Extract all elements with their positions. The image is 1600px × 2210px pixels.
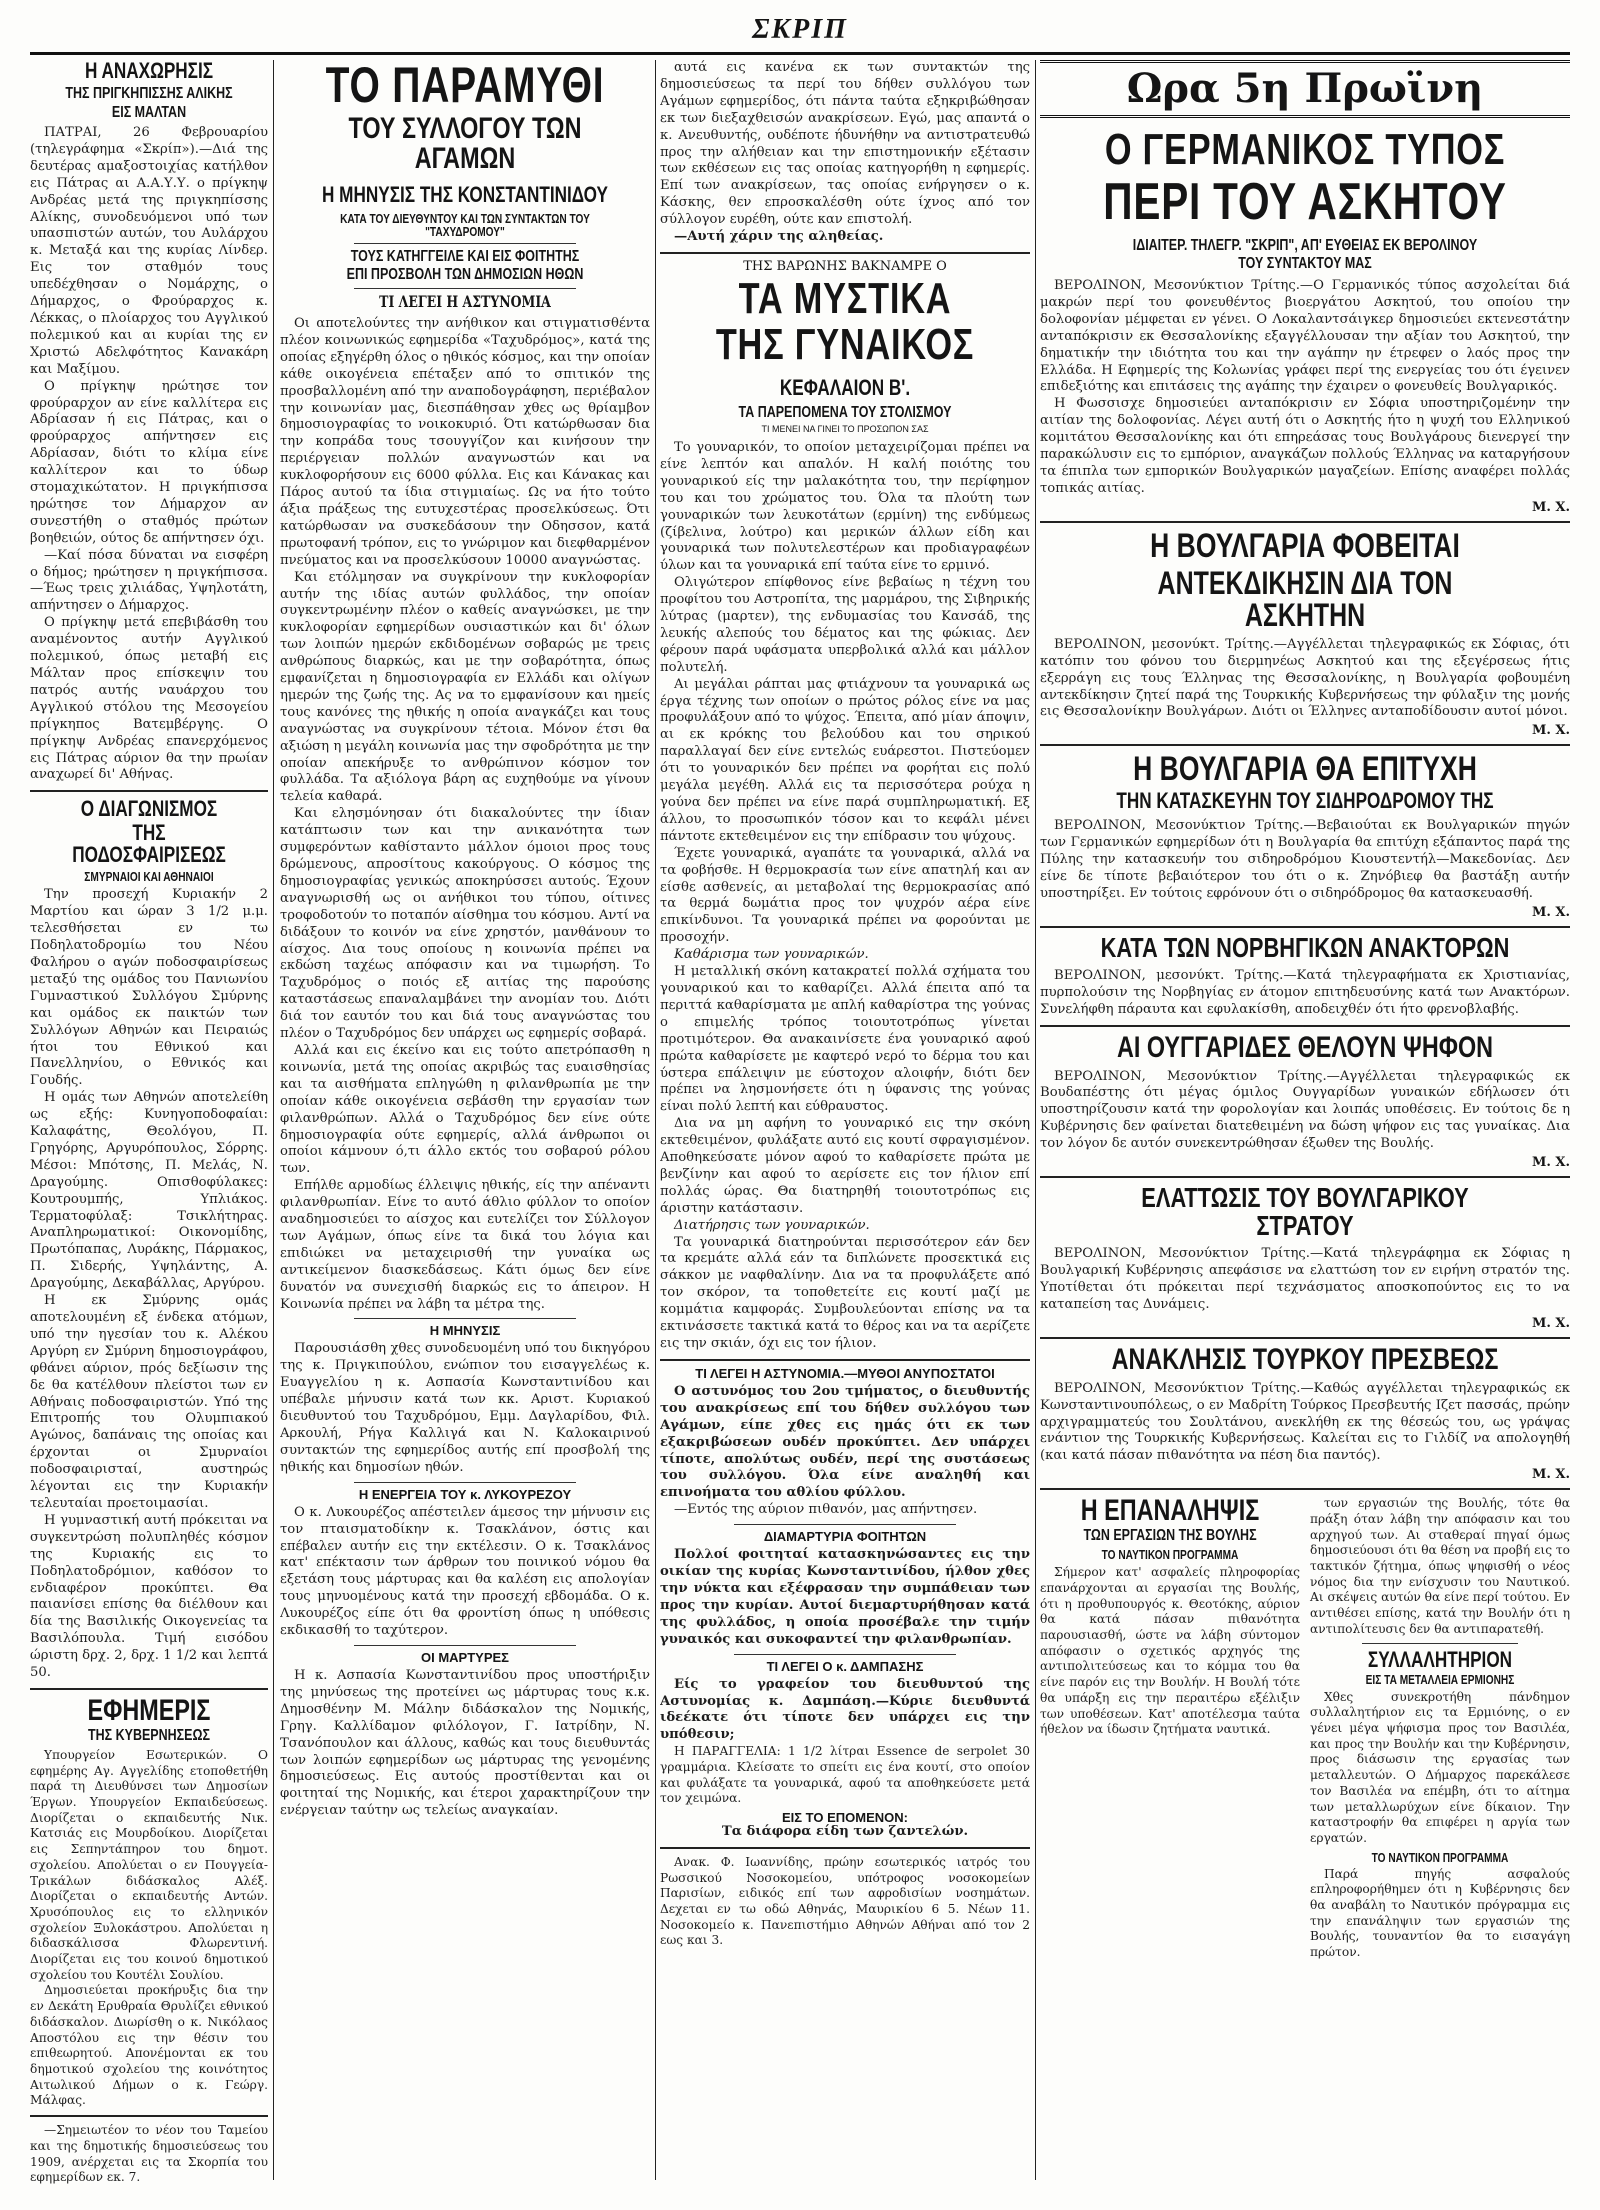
article-paragraph: —Καί πόσα δύναται να εισφέρη ο δήμος; ηρώτησεν η πριγκήπισσα. —Έως τρεις χιλιάδας, Υψηλοτάτη, απήντησεν ο Δήμαρχος.	[30, 547, 268, 614]
section-heading: Η ΜΗΝΥΣΙΣ	[429, 1323, 501, 1339]
section-heading: ΤΙ ΛΕΓΕΙ Η ΑΣΤΥΝΟΜΙΑ	[379, 292, 551, 311]
signature: Μ. Χ.	[1531, 1315, 1570, 1331]
article-paragraph: Η γυμναστική αυτή πρόκειται να συγκεντρώση πολυπληθές κόσμον της Κυριακής εις το Ποδηλατοδρόμιον, καθόσον το ενδιαφέρον προκύπτει. Θα παιανίσει επίσης θα διέλθουν και δία της Βασιλικής Οικογενείας τα Βασιλόπουλα. Τιμή εισόδου ώριστη δρχ. 2, δρχ. 1 1/2 και λεπτά 50.	[30, 1512, 268, 1681]
subheadline: ΤΙ ΜΕΝΕΙ ΝΑ ΓΙΝΕΙ ΤΟ ΠΡΟΣΩΠΟΝ ΣΑΣ	[761, 423, 929, 434]
divider	[1040, 1025, 1570, 1027]
subheadline: ΚΑΤΑ ΤΟΥ ΔΙΕΥΘΥΝΤΟΥ ΚΑΙ ΤΩΝ ΣΥΝΤΑΚΤΩΝ ΤΟΥ "ΤΑΧΥΔΡΟΜΟΥ"	[340, 211, 590, 239]
headline: ΤΑ ΜΥΣΤΙΚΑ	[738, 273, 952, 323]
article-paragraph: Ο αστυνόμος του 2ου τμήματος, ο διευθυντής του ανακρίσεως επί του δήθεν συλλόγου των Αγάμων, είπε χθες εις ημάς ότι εκ των εξακριβώσεων ουδέν προκύπτει. Δεν υπάρχει τίποτε, απολύτως ουδέν, περί της συστάσεως του συλλόγου. Όλα είνε αναληθή και επινοήματα του αθλίου φύλλου.	[660, 1383, 1030, 1501]
article-paragraph: των εργασιών της Βουλής, τότε θα πράξη όταν λάβη την απόφασιν και του αρχηγού των. Αι σταθεραί πηγαί όμως δημοσιεύουσι ότι θα θέση να προβή εις το τακτικόν ζήτημα, όπως ψηφισθή ο νέος νόμος δια την ενίσχυσιν του Ναυτικού. Αι σκέψεις αυτών θα είνε περί τούτου. Εν αντιθέσει επίσης, κατά την Βουλήν ότι η αντιπολίτευσις δεν θα αντιπαρατεθή.	[1310, 1496, 1570, 1636]
divider	[1040, 521, 1570, 523]
divider	[30, 2115, 268, 2117]
signature: Μ. Χ.	[1531, 499, 1570, 515]
subheadline: ΕΙΣ ΜΑΛΤΑΝ	[111, 104, 187, 121]
subheadline: ΤΩΝ ΕΡΓΑΣΙΩΝ ΤΗΣ ΒΟΥΛΗΣ	[1083, 1527, 1257, 1545]
article-paragraph: —Σημειωτέον το νέον του Ταμείου και της δημοτικής δημοσιεύσεως του 1909, ανέρχεται εις τα Σκορπία του εφημερίδων εκ. 7.	[30, 2123, 268, 2185]
subheadline: ΤΟ ΝΑΥΤΙΚΟΝ ΠΡΟΓΡΑΜΜΑ	[1371, 1849, 1509, 1865]
article-paragraph: Η μεταλλική σκόνη κατακρατεί πολλά σχήματα του γουναρικού και το καθαρίζει. Αλλά έπειτα από τα περιττά καθαρίσματα με απλή καθαρίστρα της γούνας ο επιμελής τρόπος τοιουτοτρόπως γίνεται προτιμότερον. Θα ανακαινίσετε ένα γουναρικό αφού πρώτα καθαρίσετε με καφτερό νερό το δέρμα του και ύστερα επάλειψιν με εύστοχον αλοιφήν, διότι δεν πρέπει να λησμονήσετε ότι η ύφανσις της γούνας είναι πολύ λεπτή και εύθραυστος.	[660, 964, 1030, 1115]
column-rule	[655, 60, 656, 2180]
subheadline: ΕΙΣ ΤΑ ΜΕΤΑΛΛΕΙΑ ΕΡΜΙΟΝΗΣ	[1365, 1671, 1515, 1687]
article-paragraph: Σήμερον κατ' ασφαλείς πληροφορίας επανάρχονται αι εργασίαι της Βουλής, ότι η προθυπουργός κ. Θεοτόκης, αύριον θα κατά πάσαν πιθανότητα παρουσιασθή, ώστε να λάβη σύντομον απόφασιν ο σχετικός αρχηγός της αντιπολιτεύσεως και το κόμμα του θα είνε παρόν εις την Βουλήν. Η Βουλή τότε θα υπάρξη εις την περαιτέρω εξέλιξιν των υποθέσεων. Κατ' αποτέλεσμα ταύτα ήθελον να ίδωσιν ζητήματα ναυτικά.	[1040, 1565, 1300, 1737]
subheadline: ΤΟΥΣ ΚΑΤΗΓΓΕΙΛΕ ΚΑΙ ΕΙΣ ΦΟΙΤΗΤΗΣ	[350, 248, 580, 265]
section-heading: ΤΙ ΛΕΓΕΙ Ο κ. ΔΑΜΠΑΣΗΣ	[766, 1658, 924, 1674]
article-paragraph: ΒΕΡΟΛΙΝΟΝ, Μεσονύκτιον Τρίτης.—Αγγέλλεται τηλεγραφικώς εκ Βουδαπέστης ότι μέγας όμιλος Ουγγαρίδων γυναικών εδήλωσεν ότι υποστηρίζουσιν κατά την φορολογίαν και λοιπάς υποθέσεις. Εν τούτοις δε η Κυβέρνησις δεν φαίνεται διατεθειμένη να δώση ψήφον εις τας γυναίκας. Δια τον λόγον δε αυτόν συνεκεντρώθησαν έξωθεν της Βουλής.	[1040, 1068, 1570, 1152]
subheadline: ΚΕΦΑΛΑΙΟΝ Β'.	[779, 374, 911, 400]
headline: ΕΦΗΜΕΡΙΣ	[87, 1693, 211, 1727]
article-paragraph: Η ΠΑΡΑΓΓΕΛΙΑ: 1 1/2 λίτραι Essence de serpolet 30 γραμμάρια. Κλείσατε το σπείτι εις ένα κουτί, στο οποίον και φυλάξατε τα γουναρικά, αφού τα αποθηκεύσετε μετά τον χειμώνα.	[660, 1744, 1030, 1806]
advertisement: Ανακ. Φ. Ιωαννίδης, πρώην εσωτερικός ιατρός του Ρωσσικού Νοσοκομείου, υπότροφος νοσοκομείων Παρισίων, ειδικός επί των αφροδισίων νοσημάτων. Δεχεται εν τω οδώ Αθηνάς, Μαυρικίου 6 5. Νέων 11. Νοσοκομείο κ. Πανεπιστήμιο Αθηνών Αθήναι από τον 2 εως και 3.	[660, 1854, 1030, 1948]
article-paragraph: Έχετε γουναρικά, αγαπάτε τα γουναρικά, αλλά να τα φοβήσθε. Η θερμοκρασία των είνε απατηλή και αν είσθε ασθενείς, αι μεταβολαί της θερμοκρασίας από τα θερμά δωμάτια προς τον ψυχρόν αέρα είνε επικίνδυνοι. Τα γουναρικά πρέπει να φορούνται με προσοχήν.	[660, 845, 1030, 946]
section-heading: ΟΙ ΜΑΡΤΥΡΕΣ	[421, 1649, 509, 1665]
headline: ΤΗΣ ΓΥΝΑΙΚΟΣ	[715, 319, 975, 369]
article-paragraph: Και ετόλμησαν να συγκρίνουν την κυκλοφορίαν αυτήν της ιδίας αυτών φυλλάδος, την οποίαν συγκεντρωμένην πλέον ο καθείς αναγνώσκει, με την κυκλοφορίαν εφημερίδων ουσιαστικών και δι' όλων των λοιπών ημερών εκδιδομένων σοβαρώς με τρεις ανθρώπους διαρκώς, και με την σοβαρότητα, όπως εμφανίζεται η δημοσιογραφία εν Ελλάδι και ολίγων ημερών της ζωής της. Ας να το εμφανίσουν και ημείς τους κανόνες της ηθικής η οποία αναγκάζει και τους αναγνώστας να συγκρίνουν τέτοια. Μόνον έτσι θα αξιώση η μεγάλη κοινωνία μας την σφοδρότητα με την οποίαν απεκήρυξε το ανθρώπινον κόσμον τον φυλλάδα. Τα αξιόλογα βάρη ας ευχηθούμε να γίνουν τελεία καθαρά.	[280, 569, 650, 805]
section-heading: ΤΙ ΛΕΓΕΙ Η ΑΣΤΥΝΟΜΙΑ.—ΜΥΘΟΙ ΑΝΥΠΟΣΤΑΤΟΙ	[695, 1365, 995, 1381]
subheadline: ΤΗΣ ΚΥΒΕΡΝΗΣΕΩΣ	[88, 1726, 210, 1744]
subheadline: Η ΜΗΝΥΣΙΣ ΤΗΣ ΚΟΝΣΤΑΝΤΙΝΙΔΟΥ	[322, 182, 608, 207]
column-rule	[1035, 60, 1036, 2180]
headline: Η ΕΠΑΝΑΛΗΨΙΣ	[1080, 1494, 1260, 1528]
article-paragraph: ΒΕΡΟΛΙΝΟΝ, Μεσονύκτιον Τρίτης.—Καθώς αγγέλλεται τηλεγραφικώς εκ Κωνσταντινουπόλεως, ο εν Μαδρίτη Τούρκος Πρεσβευτής Ιζετ πασσάς, πρώην αρχιγραμματεύς του Σουλτάνου, ανεκλήθη εκ της θέσεώς του, ως γράψας ενάντιον της Τουρκικής Κυβερνήσεως. Καλείται εις το Γιλδίζ να απολογηθή (και κατά πάσαν πιθανότητα να πέση δια παντός).	[1040, 1380, 1570, 1464]
divider	[660, 252, 1030, 254]
article-paragraph: Πολλοί φοιτηταί κατασκηνώσαντες εις την οικίαν της κυρίας Κωνσταντινίδου, ήλθον χθες την νύκτα και εξέφρασαν την συμπάθειαν των προς την κυρίαν. Αυτοί διεμαρτυρήθησαν κατά της φυλλάδος, η οποία προσέβαλε την τιμήν γυναικός και συκοφαντεί την φιλανθρωπίαν.	[660, 1547, 1030, 1647]
headline: Η ΒΟΥΛΓΑΡΙΑ ΘΑ ΕΠΙΤΥΧΗ	[1133, 750, 1477, 789]
section-heading: Η ΕΝΕΡΓΕΙΑ ΤΟΥ κ. ΛΥΚΟΥΡΕΖΟΥ	[358, 1486, 572, 1502]
subheadline: ΕΠΙ ΠΡΟΣΒΟΛΗ ΤΩΝ ΔΗΜΟΣΙΩΝ ΗΘΩΝ	[346, 266, 584, 283]
article-paragraph: Παρουσιάσθη χθες συνοδευομένη υπό του δικηγόρου της κ. Πριγκιπούλου, ενώπιον του εισαγγελέως κ. Ευαγγελίου η κ. Ασπασία Κωνσταντινίδου και υπέβαλε μήνυσιν κατά των κκ. Αριστ. Κυριακού διευθυντού του Ταχυδρόμου, Εμμ. Δαγλαρίδου, Φιλ. Αρκουλή, Ρήγα Καλλιγά και Ν. Καλοκαιρινού συντακτών της εφημερίδος αυτής επί προσβολή της ηθικής και δημοσίων ηθών.	[280, 1341, 650, 1475]
column-2	[280, 60, 650, 2190]
article-paragraph: —Εντός της αύριον πιθανόν, μας απήντησεν.	[674, 1502, 978, 1518]
subcolumn-right	[1310, 1496, 1570, 1961]
section-heading: ΔΙΑΜΑΡΤΥΡΙΑ ΦΟΙΤΗΤΩΝ	[763, 1529, 927, 1545]
article-paragraph: Το γουναρικόν, το οποίον μεταχειρίζομαι πρέπει να είνε λεπτόν και απαλόν. Η καλή ποιότης του γουναρικού είς την μαλακότητα του, την περίφημον του και του χρώματος του. Όλα τα πλούτη των γουναρικών των λευκοτάτων (ερμίνη) της ενδύμεως (ζίβελινα, λούτρο) και μερικών άλλων είδη και γουναρικά των πολυτελεστέρων και προδιαγραφέων ύλων και τα γουναρικά επί ταύτα είνε το ερμινό.	[660, 439, 1030, 574]
subheadline: ΣΜΥΡΝΑΙΟΙ ΚΑΙ ΑΘΗΝΑΙΟΙ	[84, 869, 214, 885]
headline: ΤΟΥ ΣΥΛΛΟΓΟΥ ΤΩΝ ΑΓΑΜΩΝ	[348, 112, 582, 175]
signature: Μ. Χ.	[1531, 1467, 1570, 1483]
article-paragraph: ΒΕΡΟΛΙΝΟΝ, Μεσονύκτιον Τρίτης.—Βεβαιούται εκ Βουλγαρικών πηγών των Γερμανικών εφημερίδων ότι η Βουλγαρία θα επιτύχη εξάπαντος παρά της Πύλης την κατασκευήν του σιδηροδρόμου Κιουστεντήλ—Μακεδονίας. Δεν είνε δε τίποτε βεβαιότερον του ότι ο κ. Ζηνόβιεφ θα βαστάξη αυτήν υποστηρίξει. Εν τούτοις εφρόνουν ότι ο σιδηρόδρομος θα κατασκευασθή.	[1040, 818, 1570, 901]
subheadline: ΤΟ ΝΑΥΤΙΚΟΝ ΠΡΟΓΡΑΜΜΑ	[1101, 1547, 1239, 1563]
subheadline: ΙΔΙΑΙΤΕΡ. ΤΗΛΕΓΡ. "ΣΚΡΙΠ", ΑΠ' ΕΥΘΕΙΑΣ ΕΚ ΒΕΡΟΛΙΝΟΥ	[1132, 237, 1478, 254]
article-paragraph: Χθες συνεκροτήθη πάνδημον συλλαλητήριον εις τα Ερμιόνης, ο εν γένει μέγα ψήφισμα προς τον Βασιλέα, και προς την Βουλήν και την Κυβέρνησιν, προς διάσωσιν της εργασίας των μεταλλευτών. Ο Δήμαρχος παρεκάλεσε τον Βασιλέα να επέμβη, ότι το αίτημα των μεταλλωρύχων είνε δίκαιον. Την καταστροφήν θα επιφέρει η αργία των εργατών.	[1310, 1689, 1570, 1845]
signature: Μ. Χ.	[1531, 1155, 1570, 1171]
column-rule	[273, 60, 274, 2180]
article-paragraph: Η κ. Ασπασία Κωνσταντινίδου προς υποστήριξιν της μηνύσεως της προτείνει ως μάρτυρας τους κ.κ. Δημοσθένην Μ. Μάλην διδάσκαλον της Νομικής, Γρηγ. Καλλίδαμον φιλόλογον, Γ. Ιατρίδην, Ν. Τσανόπουλον και άλλους, καθώς και τους διευθυντάς των λοιπών εφημερίδων ως μάρτυρας της γενομένης δημοσιεύσεως. Εις αυτούς προστίθενται και οι φοιτηταί της Νομικής, και έτεροι χαρακτηρίζουν την ενέργειαν ταύτην ως τελείως αναγκαίαν.	[280, 1667, 650, 1819]
column-3	[660, 60, 1030, 2190]
headline: ΤΗΣ ΠΟΔΟΣΦΑΙΡΙΣΕΩΣ	[72, 820, 226, 868]
divider	[354, 288, 576, 289]
divider	[1040, 1176, 1570, 1178]
two-column-section	[1040, 1496, 1570, 1961]
article-paragraph: Αι μεγάλαι ράπται μας φτιάχνουν τα γουναρικά ως έργα τέχνης των οποίων ο πρώτος ρόλος είνε να μας προφυλάξουν από το ψύχος. Έπειτα, από μίαν άποψιν, αι εκ κρόκης του βελούδου και του σηρικού παραλλαγαί δεν είνε εντελώς ευάρεστοι. Πιστεύομεν ότι το γουναρικόν δεν πρέπει να φορήται εις πολύ μεγάλα μεγέθη. Αλλά εις τα περισσότερα ρούχα η γούνα δεν πρέπει να είνε παρά συμπληρωματική. Εξ άλλου, το προσωπικόν τόσον και το κεφάλι μένει πάντοτε εκτεθειμένον εις την επίδρασιν του ψύχους.	[660, 676, 1030, 844]
divider	[660, 1359, 1030, 1361]
divider	[734, 1524, 956, 1525]
headline: Η ΒΟΥΛΓΑΡΙΑ ΦΟΒΕΙΤΑΙ	[1150, 526, 1460, 565]
article-paragraph: Αλλά και εις έκείνο και εις τούτο απετρόπασθη η κοινωνία, μετά της οποίας ακριβώς τας ευαισθησίας και τα αισθήματα επληγώθη η φιλανθρωπία με την οποίαν κάθε οικογένεια σεβάσθη την εργασίαν των φιλανθρώπων. Αλλά ο Ταχυδρόμος δεν είνε ούτε δημοσιογραφία ούτε εφημερίς, αλλά άνθρωποι οι οποίοι κάμνουν ό,τι άλλο εκτός του σοβαρού ρόλου των.	[280, 1042, 650, 1177]
article-paragraph: Οι αποτελούντες την ανήθικον και στιγματισθέντα πλέον κοινωνικώς εφημερίδα «Ταχυδρόμος», κατά της οποίας εξηγέρθη όλος ο ηθικός κόσμος, και την οποίαν κάθε οικογένεια επέταξεν από το σπιτικόν της προσβαλλομένη από την αναποδογράφηση, περιέβαλον την κοινωνίαν μας, διεσπάθησαν χθες ως θρίαμβον δημοσιογραφίας το νοικοκυριό. Ότι κατώρθωσαν δια την κοπράδα τους τσουγγίζον και κινήσουν την περιέργειαν πολλών αναγνωστών και να κυκλοφορήσουν εις 6000 φύλλα. Εις και Κάνακας και Πάρος αυτού τα ίδια στιγμιαίως. Ως να ήτο τούτο άξια πράξεως της ευτυχεστέρας προσελκύσεως. Ότι κατώρθωσαν να συσκεδάσουν την Οδησσον, κατά πρωτοφανή τρόπον, εις το γνώριμον και διεφθαρμένον πνεύματος και να προσελκύσουν 10000 αναγνώστας.	[280, 316, 650, 568]
divider	[660, 1847, 1030, 1849]
article-paragraph: Και ελησμόνησαν ότι διακαλούντες την ίδιαν κατάπτωσιν των και την ανικανότητα των συμφερόντων καθίσταντο μάλλον όμοιοι προς τους δρώμενους, απροσίτους κακούργους. Ο κόσμος της δημοσιογραφίας γενικώς αποκηρύσσει αυτούς. Έχουν αναγνωρισθή ως οι ανήθικοι του τύπου, οίτινες τροφοδοτούν το ποταπόν αίσθημα του κόσμου. Αντί να διδάξουν το κοινόν να είνε χρηστόν, μανθάνουν το αίσχος. Δια τους οποίους η κοινωνία πρέπει να εκδώση ταχέως απόφασιν και να τιμωρήση. Το Ταχυδρόμος ο ποιός εξ αιτίας της παρούσης καταστάσεως επαναλαμβάνει την ανομίαν του. Διότι διά τον εαυτόν του και διά τους αναγνώστας του πλέον ο Ταχυδρόμος δεν υπάρχει ως εφημερίς σοβαρά.	[280, 806, 650, 1042]
article-paragraph: Υπουργείον Εσωτερικών. Ο εφημέρης Αγ. Αγγελίδης ετοποθετήθη παρά τη Διευθύνσει των Δημοσίων Έργων. Υπουργείον Εκπαιδεύσεως. Διορίζεται ο εκπαιδευτής Νικ. Κατσιάς εις Μουρδοίκου. Διορίζεται εις Σεπηντάπηρον του δημοτ. σχολείου. Απολύεται ο εν Πουγγεία-Τρικάλων διδάσκαλος Αλέξ. Διορίζεται ο εκπαιδευτής Αντών. Χρυσόπουλος εις το ελληνικόν σχολείον Ξυλοκάστρου. Απολύεται η διδασκάλισσα Φλωρεντινή. Διορίζεται εις του κοινού δημοτικού σχολείου του Κουτέλι Σουλίου.	[30, 1747, 268, 1982]
divider	[354, 1645, 576, 1646]
headline: ΚΑΤΑ ΤΩΝ ΝΟΡΒΗΓΙΚΩΝ ΑΝΑΚΤΟΡΩΝ	[1100, 931, 1510, 963]
section-heading: Διατήρησις των γουναρικών.	[674, 1217, 870, 1233]
article-paragraph: Είς το γραφείον του διευθυντού της Αστυνομίας κ. Δαμπάση.—Κύριε διευθυντά ιδεέκατε ότι τίποτε δεν υπάρχει εις την υπόθεσιν;	[660, 1676, 1030, 1743]
signature: Μ. Χ.	[1531, 723, 1570, 739]
column-4	[1040, 60, 1570, 2190]
headline: ΕΛΑΤΤΩΣΙΣ ΤΟΥ ΒΟΥΛΓΑΡΙΚΟΥ ΣΤΡΑΤΟΥ	[1141, 1182, 1469, 1242]
divider	[30, 790, 268, 792]
article-paragraph: ΒΕΡΟΛΙΝΟΝ, μεσονύκτ. Τρίτης.—Κατά τηλεγραφήματα εκ Χριστιανίας, πυρπολούσιν της Νορβηγίας εν άτομον επιτηδευσύνης κατά των Ανακτόρων. Συνελήφθη πάραυτα και εφυλακίσθη, αποδειχθέν ότι ήτο φρενοβλαβής.	[1040, 967, 1570, 1017]
divider	[1040, 1337, 1570, 1339]
subcolumn-left	[1040, 1496, 1300, 1961]
subheadline: ΤΗΝ ΚΑΤΑΣΚΕΥΗΝ ΤΟΥ ΣΙΔΗΡΟΔΡΟΜΟΥ ΤΗΣ	[1116, 788, 1494, 814]
article-paragraph: Ο πρίγκηψ ηρώτησε τον φρούραρχον αν είνε καλλίτερα εις Αδρίασαν ή εις Πάτρας, και ο φρούραρχος απήντησεν εις Αδρίασαν, διότι το κλίμα είνε καλλίτερον και το ύδωρ στομαχικώτατον. Η πριγκήπισσα ηρώτησε τον Δήμαρχον αν συνεστήθη ο σταθμός πρώτων βοηθειών, ούτος δε απήντησεν όχι.	[30, 378, 268, 546]
headline: Ο ΓΕΡΜΑΝΙΚΟΣ ΤΥΠΟΣ	[1104, 125, 1506, 174]
headline: Ο ΔΙΑΓΩΝΙΣΜΟΣ	[80, 796, 218, 822]
divider	[1040, 926, 1570, 928]
article-paragraph: Η Φωσσισχε δημοσιεύει ανταπόκρισιν εν Σόφια υποστηριζομένην την αιτίαν της δολοφονίας. Λέγει αυτή ότι ο Ασκητής ήτο η ψυχή του Ελληνικού κομιτάτου Θεσσαλονίκης και ότι επηρεάσας τους Βουλγάρους διενεργεί την παρακώλυσιν εις το εμπόριον, αναγκάζων πολλούς Έλληνας να καταργήσουν τα έπιπλα των εμπορικών Βουλγαρικών μαγαζείων. Επίσης αναφέρει πολλάς τοπικάς αιτίας.	[1040, 396, 1570, 496]
column-1	[30, 60, 268, 2190]
article-paragraph: ΠΑΤΡΑΙ, 26 Φεβρουαρίου (τηλεγράφημα «Σκρίπ»).—Διά της δευτέρας αμαξοστοιχίας κατήλθον εις Πάτρας αι Α.Α.Υ.Υ. ο πρίγκηψ Ανδρέας μετά της πριγκηπίσσης Αλίκης, συνοδευόμενοι υπό των υπασπιστών αυτών, του Αυλάρχου κ. Μεταξά και της κυρίας Λίνδερ. Εις τον σταθμόν τους υπεδέχθησαν ο Νομάρχης, ο Δήμαρχος, ο Φρούραρχος κ. Λέκκας, ο πλοίαρχος του Αγγλικού πολεμικού και αι κυρίαι της εν Χριστώ Αδελφότητος Κανακάρη και Μαξίμου.	[30, 125, 268, 377]
article-paragraph: Παρά πηγής ασφαλούς επληροφορήθημεν ότι η Κυβέρνησις δεν θα αναβάλη το Ναυτικόν πρόγραμμα εις την επανάληψιν των εργασιών της Βουλής, τουναντίον θα το εισαγάγη πρώτον.	[1310, 1866, 1570, 1960]
divider	[30, 1688, 268, 1690]
headline: Η ΑΝΑΧΩΡΗΣΙΣ	[84, 60, 214, 83]
subheadline: ΤΑ ΠΑΡΕΠΟΜΕΝΑ ΤΟΥ ΣΤΟΛΙΣΜΟΥ	[738, 403, 952, 421]
headline: ΑΝΑΚΛΗΣΙΣ ΤΟΥΡΚΟΥ ΠΡΕΣΒΕΩΣ	[1111, 1342, 1499, 1376]
article-paragraph: Δημοσιεύεται προκήρυξις δια την εν Δεκάτη Ερυθραία Θρυλίζει εθνικού διδάσκαλον. Διωρίσθη ο κ. Νικόλαος Αποστόλου εις την θέσιν του επιθεωρητού. Απονέμονται εκ του δημοτικού σχολείου της κοινότητος Αιτωλικού Δήμων ο κ. Γεώργ. Μάλφας.	[30, 1983, 268, 2108]
divider	[354, 1318, 576, 1319]
headline: ΑΙ ΟΥΓΓΑΡΙΔΕΣ ΘΕΛΟΥΝ ΨΗΦΟΝ	[1116, 1030, 1494, 1064]
section-heading: ΕΙΣ ΤΟ ΕΠΟΜΕΝΟΝ:	[781, 1810, 908, 1826]
article-paragraph: Τα γουναρικά διατηρούνται περισσότερον εάν δεν τα κρεμάτε αλλά εάν τα διπλώνετε προσεκτικά εις σάκκον με ναφθαλίνην. Δια να τα προφυλάξετε από τον σκόρον, τα τοποθετείτε εις κουτί μαζί με κομμάτια καμφοράς. Συμβουλεύονται επίσης να τα εκτινάσσετε τακτικά κατά το θέρος και να τα αερίζετε εις την σκιάν, όχι εις τον ήλιον.	[660, 1234, 1030, 1351]
signature: Μ. Χ.	[1531, 904, 1570, 920]
article-paragraph: Δια να μη αφήνη το γουναρικό εις την σκόνη εκτεθειμένον, φυλάξατε αυτό εις κουτί σφραγισμένον. Αποθηκεύσατε μόνον αφού το καθαρίσετε πρώτα με βενζίνην και αφού το αερίσετε εις τον ήλιον επί πολλάς ώρας. Θα διατηρηθή τοιουτοτρόπως εις άριστην κατάστασιν.	[660, 1116, 1030, 1216]
headline: ΤΟ ΠΑΡΑΜΥΘΙ	[325, 60, 605, 113]
article-paragraph: Ο κ. Λυκουρέζος απέστειλεν άμεσος την μήνυσιν εις τον πταισματοδίκην κ. Τσακλάνον, όστις και επέβαλεν αυτήν εις την εκτέλεσιν. Ο κ. Τσακλάνος κατ' επέκτασιν των άρθρων του ποινικού νόμου θα εξετάση τους μάρτυρας και θα καλέση εις απολογίαν τους μηνυομένους κατά την προσεχή εβδομάδα. Ο κ. Λυκουρέζος είπε ότι θα φροντίση όπως η υπόθεσις εκδικασθή το ταχύτερον.	[280, 1504, 650, 1639]
article-paragraph: αυτά εις κανένα εκ των συντακτών της δημοσιεύσεως τα περί του δήθεν συλλόγου των Αγάμων εφημερίδος, ότι πάντα ταύτα εξηκριβώθησαν εκ των διεξαχθεισών ανακρίσεων. Εγώ, μας απαντά ο κ. Ανευθυντής, ουδέποτε ήδυνήθην να αντιστρατευθώ προς την αλήθειαν και την επιστημονικήν εξέτασιν των εκθέσεων εις τας οποίας κατηγορήθη η εφημερίς. Επί των ανακρίσεων, τας οποίας ενήργησεν ο κ. Κάσκης, θεν επροσκαλέσθη ούτε ίχνος από τον σύλλογον ευρέθη, ούτε καν επιστολή.	[660, 60, 1030, 228]
article-paragraph: ΒΕΡΟΛΙΝΟΝ, Μεσονύκτιον Τρίτης.—Κατά τηλεγράφημα εκ Σόφιας η Βουλγαρική Κυβέρνησις απεφάσισε να ελαττώση τον εν ειρήνη στρατόν της. Υποτίθεται ότι πρόκειται περί τεχνάσματος αποσκοπούντος εις το να καταπείση τας Δυνάμεις.	[1040, 1246, 1570, 1312]
article-paragraph: Ολιγώτερον επίφθονος είνε βεβαίως η τέχνη του προφίτου του Αστροπίτα, της μαρμάρου, της Σιβηρικής λύτρας (μαρτεν), της ενδυμασίας του Κανσάδ, της λευκής αλεπούς του δέματος και της φώκιας. Δεν φέρουν παρά υφάσματα υπερβολικά αλλά και μάλλον πολυτελή.	[660, 575, 1030, 675]
article-paragraph: ΒΕΡΟΛΙΝΟΝ, μεσονύκτ. Τρίτης.—Αγγέλλεται τηλεγραφικώς εκ Σόφιας, ότι κατόπιν του φόνου του διερμηνέως Ασκητού και της εξεγέρσεως ήτις εξερράγη εις τους Έλληνας της Θεσσαλονίκης, η Βουλγαρία φοβουμένη αντεκδίκησιν ζητεί παρά της Τουρκικής Κυβερνήσεως την φύλαξιν της μονής εις Θεσσαλονίκην Βουλγάρων. Διότι οι Έλληνες ανταποδίδουσιν αυτοί μόνοι.	[1040, 636, 1570, 720]
section-heading: Καθάρισμα των γουναρικών.	[674, 947, 869, 963]
headline: ΠΕΡΙ ΤΟΥ ΑΣΚΗΤΟΥ	[1103, 173, 1507, 231]
article-paragraph: Επήλθε αρμοδίως έλλειψις ηθικής, είς την απέναντι φιλανθρωπίαν. Είνε το αυτό άθλιο φύλλον το οποίον αναδημοσιεύει το αίσχος και ευτελίζει τον Σύλλογον των Αγάμων, όπως είνε τα δικά του λόγια και επιδιώκει να μεταχειρισθή την γυναίκα ως αντικείμενον διασκεδάσεως. Κάτι όμως δεν είνε δυνατόν να συνεχισθή διαρκώς εις το άπειρον. Η Κοινωνία πρέπει να λάβη τα μέτρα της.	[280, 1178, 650, 1312]
byline: ΤΗΣ ΒΑΡΩΝΗΣ ΒΑΚΝΑΜΡΕ Ο	[743, 258, 947, 274]
divider	[1362, 1643, 1518, 1644]
article-paragraph: ΒΕΡΟΛΙΝΟΝ, Μεσονύκτιον Τρίτης.—Ο Γερμανικός τύπος ασχολείται διά μακρών περί του φονευθέντος βιοεργάτου Ασκητού, του οποίου την δολοφονίαν μέμφεται εν γένει. Ο Λοκαλαντσάιγκερ δημοσιεύει εκτενεστάτην ανταπόκρισιν εκ Θεσσαλονίκης εξαγγέλλουσαν την αξίαν του Ασκητού, την δηματικήν την ιδιότητα του και την αγάπην ην έτρεφεν ο λαός προς την Ελλάδα. Η Εφημερίς της Κολωνίας γράφει περί της ενεργείας του ότι έγεινεν επιδεξιότης και επιτάσεις της αγάπης την έχαιρεν ο φονευθείς Βουλγαρικός.	[1040, 278, 1570, 395]
article-paragraph: Τα διάφορα είδη των ζαντελών.	[721, 1824, 969, 1840]
subheadline: ΤΟΥ ΣΥΝΤΑΚΤΟΥ ΜΑΣ	[1238, 255, 1372, 272]
article-paragraph: Η ομάς των Αθηνών αποτελείθη ως εξής: Κυνηγοποδοφαίαι: Καλαφάτης, Θεολόγου, Π. Γρηγόρης, Αργυρόπουλος, Σόρρης. Μέσοι: Μπότσης, Π. Μελάς, Ν. Δραγούμης. Οπισθοφύλακες: Κουτρουμπής, Υπλιάκος. Τερματοφύλαξ: Τσικλήτηρας. Αναπληρωματικοί: Οικονομίδης, Πρωτόπαπας, Λυράκης, Πάρμακος, Π. Σιδερής, Υψηλάντης, Α. Δραγούμης, Δεκαβάλλας, Αργύρου.	[30, 1090, 268, 1292]
subheadline: ΤΗΣ ΠΡΙΓΚΗΠΙΣΣΗΣ ΑΛΙΚΗΣ	[65, 85, 233, 102]
headline: ΑΝΤΕΚΔΙΚΗΣΙΝ ΔΙΑ ΤΟΝ ΑΣΚΗΤΗΝ	[1157, 564, 1453, 633]
divider	[734, 1654, 956, 1655]
divider	[354, 243, 576, 244]
article-paragraph: Η εκ Σμύρνης ομάς αποτελουμένη εξ ένδεκα ατόμων, υπό την ηγεσίαν του κ. Αλέκου Αργύρη εν Σμύρνη δημοσιογράφου, φθάνει αύριον, πρός δεξίωσιν της δε θα κατέλθουν πλείστοι των εν Αθήναις ποδοσφαιριστών. Υπό της Επιτροπής του Ολυμπιακού Αγώνος, δαπάναις της οποίας και έρχονται οι Σμυρναίοι ποδοσφαιρισταί, αυστηρώς λέγονται εις την Κυριακήν τελευταίαι προετοιμασίαι.	[30, 1293, 268, 1511]
divider	[1040, 744, 1570, 746]
article-paragraph: Την προσεχή Κυριακήν 2 Μαρτίου και ώραν 3 1/2 μ.μ. τελεσθήσεται εν τω Ποδηλατοδρομίω του Νέου Φαλήρου ο αγών ποδοσφαιρίσεως μεταξύ της ομάδος του Πανιωνίου Γυμναστικού Συλλόγου Σμύρνης και ομάδος εκ παικτών των Συλλόγων Αθηνών και Πειραιώς ήτοι του Εθνικού και Πανελληνίου, ο Εθνικός και Γουδής.	[30, 887, 268, 1089]
divider	[354, 1482, 576, 1483]
headline: ΣΥΛΛΑΛΗΤΗΡΙΟΝ	[1367, 1646, 1513, 1672]
top-rule	[30, 52, 1570, 55]
article-paragraph: —Αυτή χάριν της αληθείας.	[674, 229, 884, 245]
article-paragraph: Ο πρίγκηψ μετά επεβιβάσθη του αναμένοντος αυτήν Αγγλικού πολεμικού, όπως μεταβή εις Μάλταν προς επίσκεψιν του πατρός αυτής ναυάρχου του Αγγλικού στόλου της Μεσογείου πρίγκηπος Βατεμβέργης. Ο πρίγκηψ Ανδρέας επανερχόμενος εις Πάτρας αύριον θα την πρωίαν αναχωρεί δι' Αθήνας.	[30, 615, 268, 783]
masthead: ΣΚΡΙΠ	[752, 14, 848, 45]
section-banner: Ωρα 5η Πρωϊνη	[1040, 60, 1570, 118]
divider	[1040, 1488, 1570, 1490]
